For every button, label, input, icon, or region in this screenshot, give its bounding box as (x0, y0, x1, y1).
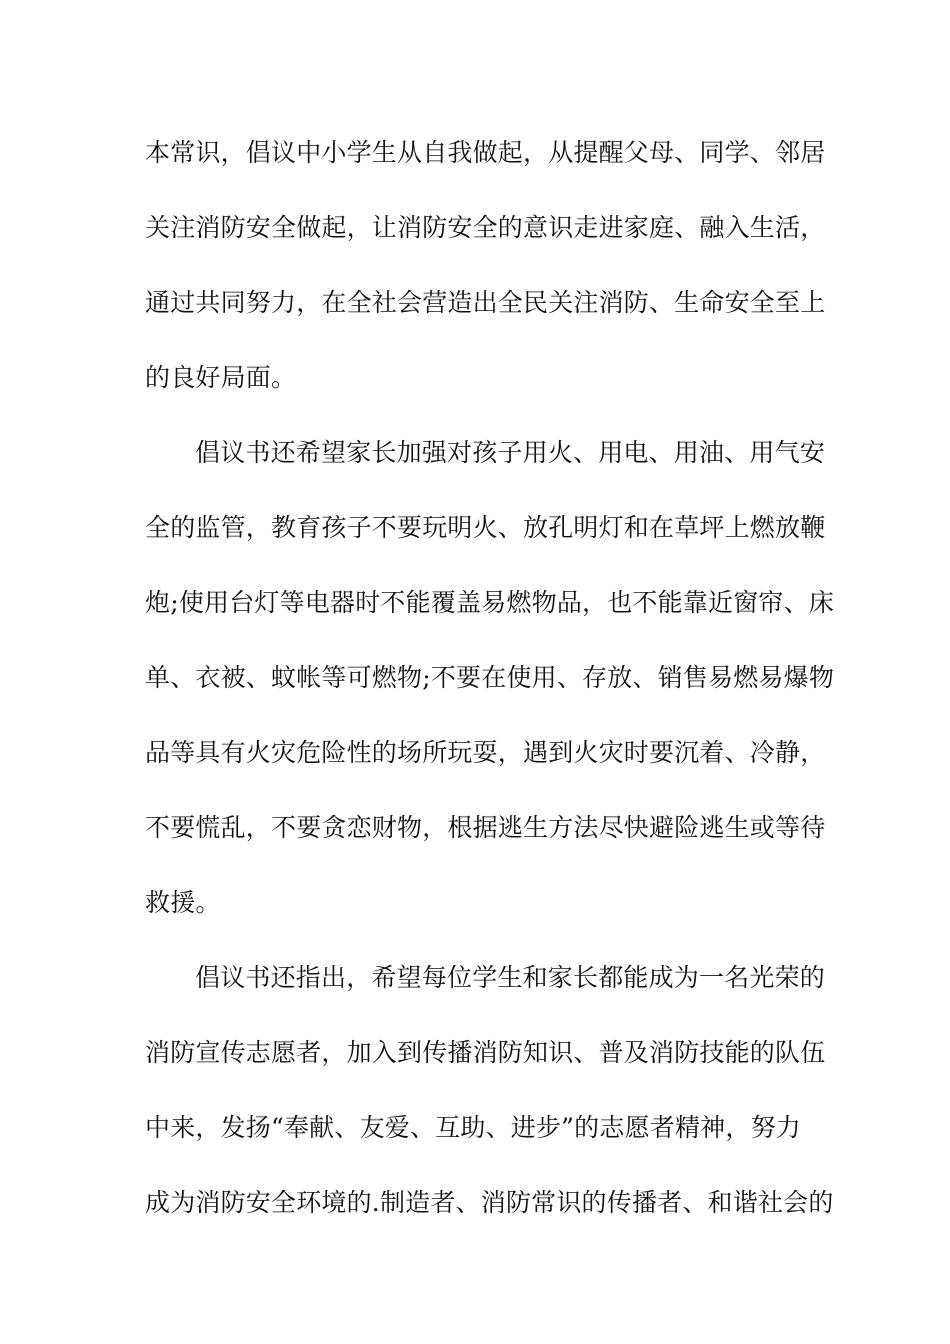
paragraph-first-line: 倡议书还指出，希望每位学生和家长都能成为一名光荣的 (195, 963, 826, 992)
text-line: 品等具有火灾危险性的场所玩耍，遇到火灾时要沉着、冷静， (145, 738, 826, 767)
text-line: 不要慌乱，不要贪恋财物，根据逃生方法尽快避险逃生或等待 (145, 813, 826, 842)
text-line: 炮;使用台灯等电器时不能覆盖易燃物品，也不能靠近窗帘、床 (145, 588, 835, 617)
text-line: 成为消防安全环境的.制造者、消防常识的传播者、和谐社会的 (145, 1188, 834, 1217)
text-line: 单、衣被、蚊帐等可燃物;不要在使用、存放、销售易燃易爆物 (145, 663, 835, 692)
text-line: 中来，发扬“奉献、友爱、互助、进步”的志愿者精神，努力 (145, 1113, 801, 1142)
text-line: 的良好局面。 (145, 363, 297, 392)
text-line: 消防宣传志愿者，加入到传播消防知识、普及消防技能的队伍 (145, 1038, 826, 1067)
document-body (145, 128, 835, 1253)
text-line: 全的监管，教育孩子不要玩明火、放孔明灯和在草坪上燃放鞭 (145, 513, 826, 542)
text-line: 通过共同努力，在全社会营造出全民关注消防、生命安全至上 (145, 288, 826, 317)
text-line: 救援。 (145, 888, 221, 917)
text-line: 本常识，倡议中小学生从自我做起，从提醒父母、同学、邻居 (145, 138, 826, 167)
text-line: 关注消防安全做起，让消防安全的意识走进家庭、融入生活， (145, 213, 826, 242)
paragraph-first-line: 倡议书还希望家长加强对孩子用火、用电、用油、用气安 (195, 438, 826, 467)
